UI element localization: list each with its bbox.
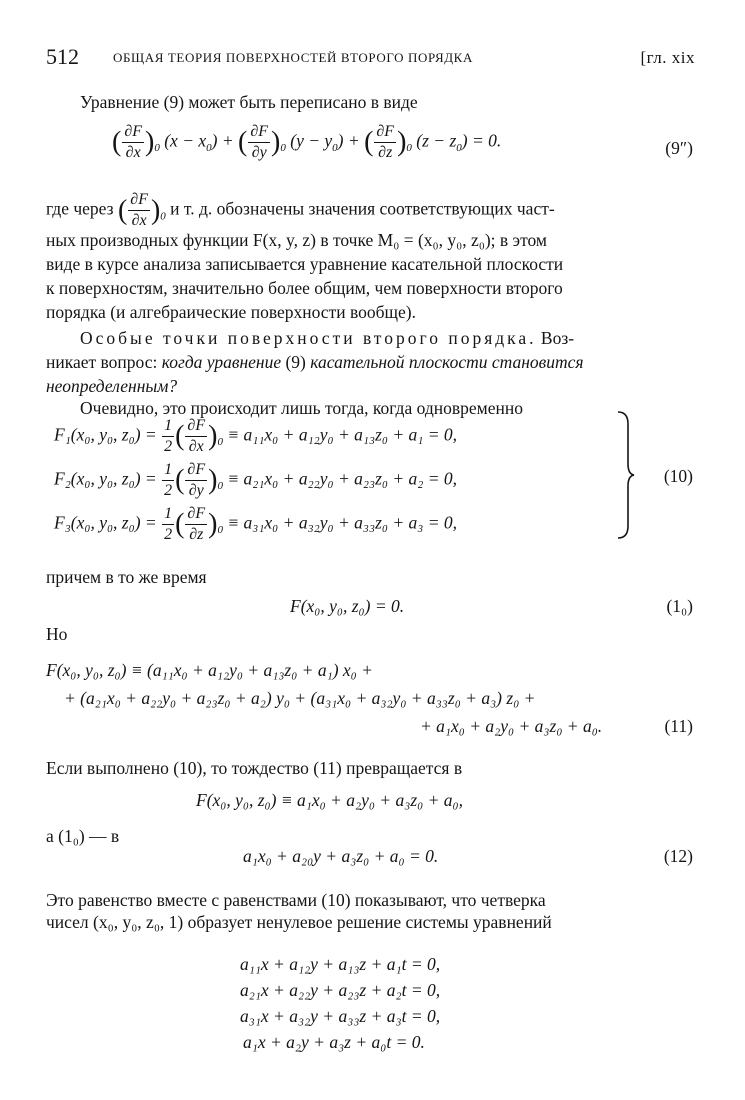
equation-9: ( $\frac{\partial F}{\partial x}$ )$_0$ $(x - x_0)$ + ( $\frac{\partial F}{\partial y}$ )$_0$ $(y - y_0)$ + ( $\frac{\partial F}{\partial z}$ )$_0$ $(z - z_0) = 0$.	[112, 123, 502, 161]
equation-1-0-label: (1₀)	[666, 596, 693, 616]
equation-10-label: (10)	[663, 466, 693, 486]
paragraph-4: Очевидно, это происходит лишь тогда, когда одновременно	[80, 398, 523, 418]
paragraph-2-line-4: к поверхностям, значительно более общим, чем поверхности второго	[46, 278, 563, 298]
equation-11-label: (11)	[664, 716, 693, 736]
paragraph-3-line-3: неопределенным?	[46, 376, 178, 396]
page-number: 512	[46, 44, 79, 69]
equation-10-row-2: F₂(x₀, y₀, z₀) = $\frac{1}{2}$ ( $\frac{\partial F}{\partial y}$ )$_0 \equiv a_{21}x_0 + a_{22}y_0 + a_{23}z_0 + a_2 = 0$,	[54, 461, 458, 499]
paragraph-7: Если выполнено (10), то тождество (11) превращается в	[46, 758, 463, 778]
equation-12: a₁x₀ + a₂₀y + a₃z₀ + a₀ = 0.	[243, 846, 439, 866]
page-header	[0, 44, 745, 74]
paragraph-2-line-2: ных производных функции F(x, y, z) в точке M₀ = (x₀, y₀, z₀); в этом	[46, 230, 547, 250]
system-equation-2: a₂₁x + a₂₂y + a₂₃z + a₂t = 0,	[240, 980, 441, 1000]
equation-10-brace	[616, 410, 636, 540]
paragraph-9-line-1: Это равенство вместе с равенствами (10) показывают, что четверка	[46, 890, 546, 910]
paragraph-8: а (1₀) — в	[46, 826, 120, 846]
equation-10-row-1: F₁(x₀, y₀, z₀) = $\frac{1}{2}$ ( $\frac{\partial F}{\partial x}$ )$_0 \equiv a_{11}x_0 + a_{12}y_0 + a_{13}z_0 + a_1 = 0$,	[54, 417, 458, 455]
paragraph-1: Уравнение (9) может быть переписано в виде	[80, 92, 418, 112]
equation-11-line-1: F(x₀, y₀, z₀) ≡ (a₁₁x₀ + a₁₂y₀ + a₁₃z₀ + a₁) x₀ +	[46, 660, 373, 680]
system-equation-3: a₃₁x + a₃₂y + a₃₃z + a₃t = 0,	[240, 1006, 441, 1026]
paragraph-3-line-1: Особые точки поверхности второго порядка. Воз-	[80, 328, 575, 348]
equation-identity: F(x₀, y₀, z₀) ≡ a₁x₀ + a₂y₀ + a₃z₀ + a₀,	[196, 790, 463, 810]
system-equation-4: a₁x + a₂y + a₃z + a₀t = 0.	[243, 1032, 425, 1052]
paragraph-2-line-3: виде в курсе анализа записывается уравнение касательной плоскости	[46, 254, 564, 274]
equation-10-row-3: F₃(x₀, y₀, z₀) = $\frac{1}{2}$ ( $\frac{\partial F}{\partial z}$ )$_0 \equiv a_{31}x_0 + a_{32}y_0 + a_{33}z_0 + a_3 = 0$,	[54, 505, 458, 543]
paragraph-5: причем в то же время	[46, 567, 207, 587]
equation-9-label: (9″)	[665, 138, 693, 158]
equation-11-line-2: + (a₂₁x₀ + a₂₂y₀ + a₂₃z₀ + a₂) y₀ + (a₃₁x₀ + a₃₂y₀ + a₃₃z₀ + a₃) z₀ +	[64, 688, 536, 708]
paragraph-6: Но	[46, 624, 68, 644]
equation-1-0: F(x₀, y₀, z₀) = 0.	[290, 596, 405, 616]
paragraph-3-line-2: никает вопрос: когда уравнение (9) касательной плоскости становится	[46, 352, 584, 372]
equation-12-label: (12)	[663, 846, 693, 866]
equation-11-line-3: + a₁x₀ + a₂y₀ + a₃z₀ + a₀.	[420, 716, 603, 736]
chapter-label: [гл. xix	[640, 48, 695, 67]
paragraph-9-line-2: чисел (x₀, y₀, z₀, 1) образует ненулевое решение системы уравнений	[46, 912, 552, 932]
running-title: ОБЩАЯ ТЕОРИЯ ПОВЕРХНОСТЕЙ ВТОРОГО ПОРЯДКА	[113, 50, 473, 65]
system-equation-1: a₁₁x + a₁₂y + a₁₃z + a₁t = 0,	[240, 954, 441, 974]
paragraph-2-line-5: порядка (и алгебраические поверхности вообще).	[46, 302, 416, 322]
paragraph-2-line-1: где через ( $\frac{\partial F}{\partial x}$ )$_0$ и т. д. обозначены значения соответствующих част-	[46, 191, 555, 229]
